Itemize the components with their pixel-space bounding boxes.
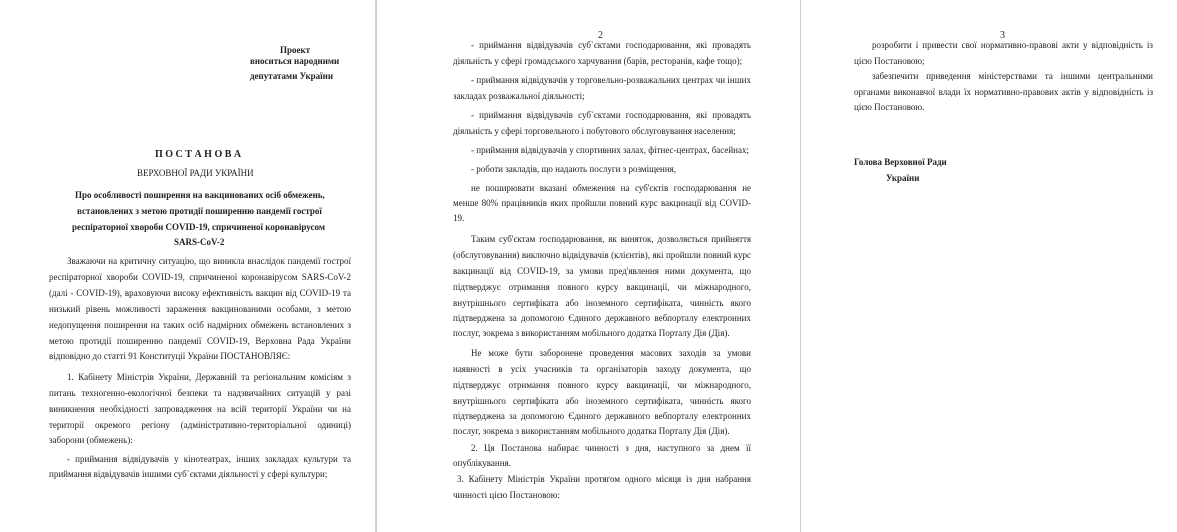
- heading-line: SARS-CoV-2: [174, 237, 225, 247]
- heading-line: встановлених з метою протидії поширенню пандемії гострої: [77, 206, 322, 216]
- document-subtitle: ВЕРХОВНОЇ РАДИ УКРАЇНИ: [137, 168, 254, 178]
- paragraph-line: підтверджена за допомогою Єдиного державного вебпорталу електронних: [453, 411, 751, 421]
- paragraph-line: - приймання відвідувачів у кінотеатрах, інших закладах культури та: [67, 454, 351, 464]
- paragraph-line: 19.: [453, 213, 465, 223]
- page-number: 2: [598, 30, 603, 41]
- project-label: Проект: [280, 45, 311, 55]
- paragraph-line: 1. Кабінету Міністрів України, Державній та регіональним комісіям з: [67, 372, 351, 382]
- bullet-line: діяльність у сфері громадського харчування (барів, ресторанів, кафе тощо);: [453, 56, 743, 66]
- paragraph-line: менше 80% працівників яких пройшли повний курс вакцинації від COVID-: [453, 198, 751, 208]
- paragraph-line: органами виконавчої влади їх нормативно-правових актів у відповідність із: [854, 87, 1153, 97]
- bullet-line: діяльність у сфері торговельного і побутового обслуговування населення;: [453, 126, 736, 136]
- document-page-2: [376, 0, 801, 532]
- paragraph-line: внутрішнього сертифіката або іноземного сертифіката, чинність якого: [453, 298, 751, 308]
- paragraph-line: послуг, зокрема з використанням мобільного додатка Порталу Дія (Дія).: [453, 328, 730, 338]
- project-submitter: вноситься народними: [250, 56, 340, 66]
- paragraph-line: респіраторної хвороби COVID-19, спричиненої коронавірусом SARS-CoV-2: [49, 272, 351, 282]
- bullet-line: - приймання відвідувачів суб`єктами господарювання, які провадять: [471, 40, 751, 50]
- signature-title: Голова Верховної Ради: [854, 157, 947, 167]
- paragraph-line: Зважаючи на критичну ситуацію, що виникла внаслідок пандемії гострої: [67, 256, 351, 266]
- paragraph-line: не поширювати вказані обмеження на суб'єктів господарювання не: [471, 183, 751, 193]
- paragraph-line: (обслуговування) виключно відвідувачів (клієнтів), які пройшли повний курс: [453, 250, 751, 260]
- paragraph-line: недопущення поширення на таких осіб надмірних обмежень встановлених з: [49, 320, 351, 330]
- paragraph-line: 2. Ця Постанова набирає чинності з дня, наступного за днем її: [471, 443, 751, 453]
- project-submitter-deputies: депутатами України: [250, 71, 334, 81]
- bullet-line: закладах розважальної діяльності;: [453, 91, 585, 101]
- paragraph-line: території окремого регіону (адміністративно-територіальної одиниці): [49, 420, 351, 430]
- document-title: П О С Т А Н О В А: [155, 149, 242, 160]
- paragraph-line: приймання відвідувачів іншими суб`єктами діяльності у сфері культури;: [49, 469, 328, 479]
- heading-line: Про особливості поширення на вакцинованих осіб обмежень,: [75, 190, 325, 200]
- page-number: 3: [1000, 30, 1005, 41]
- paragraph-line: підтверджена за допомогою Єдиного державного вебпорталу електронних: [453, 313, 751, 323]
- document-page-3: [801, 0, 1177, 532]
- bullet-line: - приймання відвідувачів суб`єктами господарювання, які провадять: [471, 110, 751, 120]
- paragraph-line: Таким суб'єктам господарювання, як виняток, дозволяється прийняття: [471, 234, 751, 244]
- paragraph-line: низький рівень можливості зараження вакцинованими особами, з метою: [49, 304, 351, 314]
- paragraph-line: розробити і привести свої нормативно-правові акти у відповідність із: [872, 40, 1153, 50]
- paragraph-line: внутрішнього сертифіката або іноземного сертифіката, чинність якого: [453, 396, 751, 406]
- paragraph-line: наявності в усіх учасників та організаторів заходу документа, що: [453, 364, 751, 374]
- heading-line: респіраторної хвороби COVID-19, спричиненої коронавірусом: [72, 222, 325, 232]
- paragraph-line: 3. Кабінету Міністрів України протягом одного місяця із дня набрання: [457, 474, 751, 484]
- document-page-1: [0, 0, 375, 532]
- paragraph-line: підтверджує отримання повного курсу вакцинації, чи міжнародного,: [453, 380, 751, 390]
- bullet-line: - роботи закладів, що надають послуги з розміщення,: [471, 164, 677, 174]
- paragraph-line: метою протидії поширенню пандемії COVID-19, Верховна Рада України: [49, 336, 351, 346]
- paragraph-line: (далі - COVID-19), враховуючи високу ефективність вакцин від COVID-19 та: [49, 288, 351, 298]
- paragraph-line: забезпечити приведення міністерствами та іншими центральними: [872, 71, 1153, 81]
- signature-title-country: України: [886, 173, 920, 183]
- paragraph-line: вакцинації від COVID-19, за умови пред'явлення ними документа, що: [453, 266, 751, 276]
- bullet-line: - приймання відвідувачів у спортивних залах, фітнес-центрах, басейнах;: [471, 145, 749, 155]
- paragraph-line: чинності цією Постановою:: [453, 490, 561, 500]
- paragraph-line: заборони (обмежень):: [49, 435, 133, 445]
- paragraph-line: опублікування.: [453, 458, 511, 468]
- paragraph-line: питань техногенно-екологічної безпеки та надзвичайних ситуацій у разі: [49, 388, 351, 398]
- paragraph-line: Не може бути заборонене проведення масових заходів за умови: [471, 348, 751, 358]
- paragraph-line: відповідно до статті 91 Конституції України ПОСТАНОВЛЯЄ:: [49, 351, 291, 361]
- paragraph-line: виникнення необхідності запровадження на всій території України чи на: [49, 404, 351, 414]
- paragraph-line: цією Постановою.: [854, 102, 925, 112]
- paragraph-line: послуг, зокрема з використанням мобільного додатка Порталу Дія (Дія).: [453, 426, 730, 436]
- bullet-line: - приймання відвідувачів у торговельно-розважальних центрах чи інших: [471, 75, 751, 85]
- paragraph-line: підтверджує отримання повного курсу вакцинації, чи міжнародного,: [453, 282, 751, 292]
- paragraph-line: цією Постановою;: [854, 56, 925, 66]
